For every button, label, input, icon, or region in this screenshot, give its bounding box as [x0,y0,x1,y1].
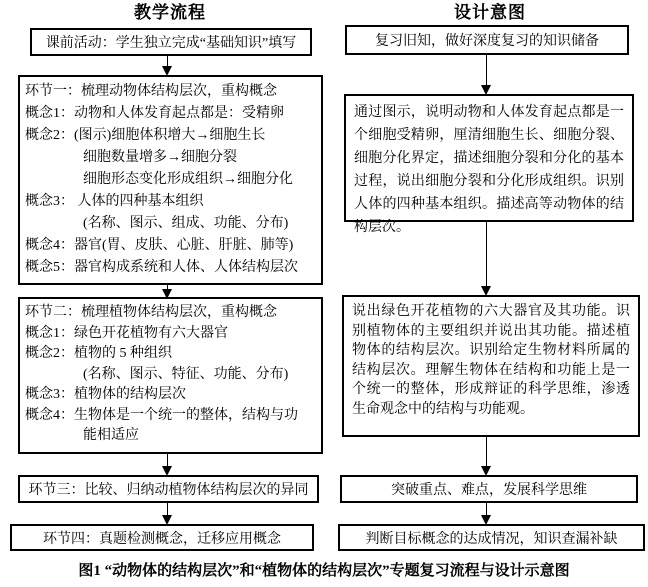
box-line: 概念2：植物的 5 种组织 [25,346,172,361]
box-line: (名称、图示、特征、功能、分布) [83,366,289,382]
box-line: 概念3： 人体的四种基本组织 [25,194,204,209]
box-line: 细胞形态变化形成组织→细胞分化 [83,172,293,187]
step1-animal-structure-box [18,75,323,285]
step4-test-box: 环节四：真题检测概念，迁移应用概念 [10,524,314,551]
teaching-flow-title: 教学流程 [134,3,206,22]
down-arrow [486,55,487,93]
down-arrow [167,454,168,474]
box-line: 环节一：梳理动物体结构层次，重构概念 [25,84,277,99]
box-line: 概念4：器官(胃、皮肤、心脏、肝脏、肺等) [25,238,294,253]
down-arrow [486,222,487,294]
review-old-knowledge-box: 复习旧知，做好深度复习的知识储备 [345,25,629,55]
step3-compare-box: 环节三：比较、归纳动植物体结构层次的异同 [18,475,319,503]
down-arrow [486,437,487,474]
animal-intent-box: 通过图示，说明动物和人体发育起点都是一个细胞受精卵，厘清细胞生长、细胞分裂、细胞分化界定，描述细胞分裂和分化的基本过程，说出细胞分裂和分化形成组织。识别人体的四种基本组织。描述高等动物体的结构层次。 [344,94,634,222]
box-line: 细胞数量增多→细胞分裂 [83,150,237,165]
box-line: 能相适应 [83,428,139,443]
box-line: 环节二：梳理植物体结构层次，重构概念 [25,305,277,320]
box-line: 概念2：(图示)细胞体积增大→细胞生长 [25,128,266,143]
box-line: 概念3：植物体的结构层次 [25,387,186,402]
plant-intent-box: 说出绿色开花植物的六大器官及其功能。识别植物体的主要组织并说出其功能。描述植物体的结构层次。识别给定生物材料所属的结构层次。理解生物体在结构和功能上是一个统一的整体，形成辩证的科学思维，渗透生命观念中的结构与功能观。 [342,295,640,437]
down-arrow [167,503,168,523]
box-line: 概念1：动物和人体发育起点都是：受精卵 [25,106,284,121]
box-line: 概念5：器官构成系统和人体、人体结构层次 [25,260,298,275]
step2-plant-structure-box [18,297,323,454]
box-line: 概念1：绿色开花植物有六大器官 [25,325,228,341]
design-intent-title: 设计意图 [454,3,526,22]
assess-goals-box: 判断目标概念的达成情况，知识查漏补缺 [338,524,645,551]
box-line: (名称、图示、组成、功能、分布) [83,216,289,231]
down-arrow [486,503,487,523]
box-line: 概念4：生物体是一个统一的整体，结构与功 [25,407,298,423]
down-arrow [167,56,168,74]
figure-caption: 图1 “动物体的结构层次”和“植物体的结构层次”专题复习流程与设计示意图 [78,563,570,579]
down-arrow [167,284,168,297]
precourse-activity-box: 课前活动：学生独立完成“基础知识”填写 [30,28,312,56]
breakthrough-box: 突破重点、难点，发展科学思维 [340,475,638,503]
